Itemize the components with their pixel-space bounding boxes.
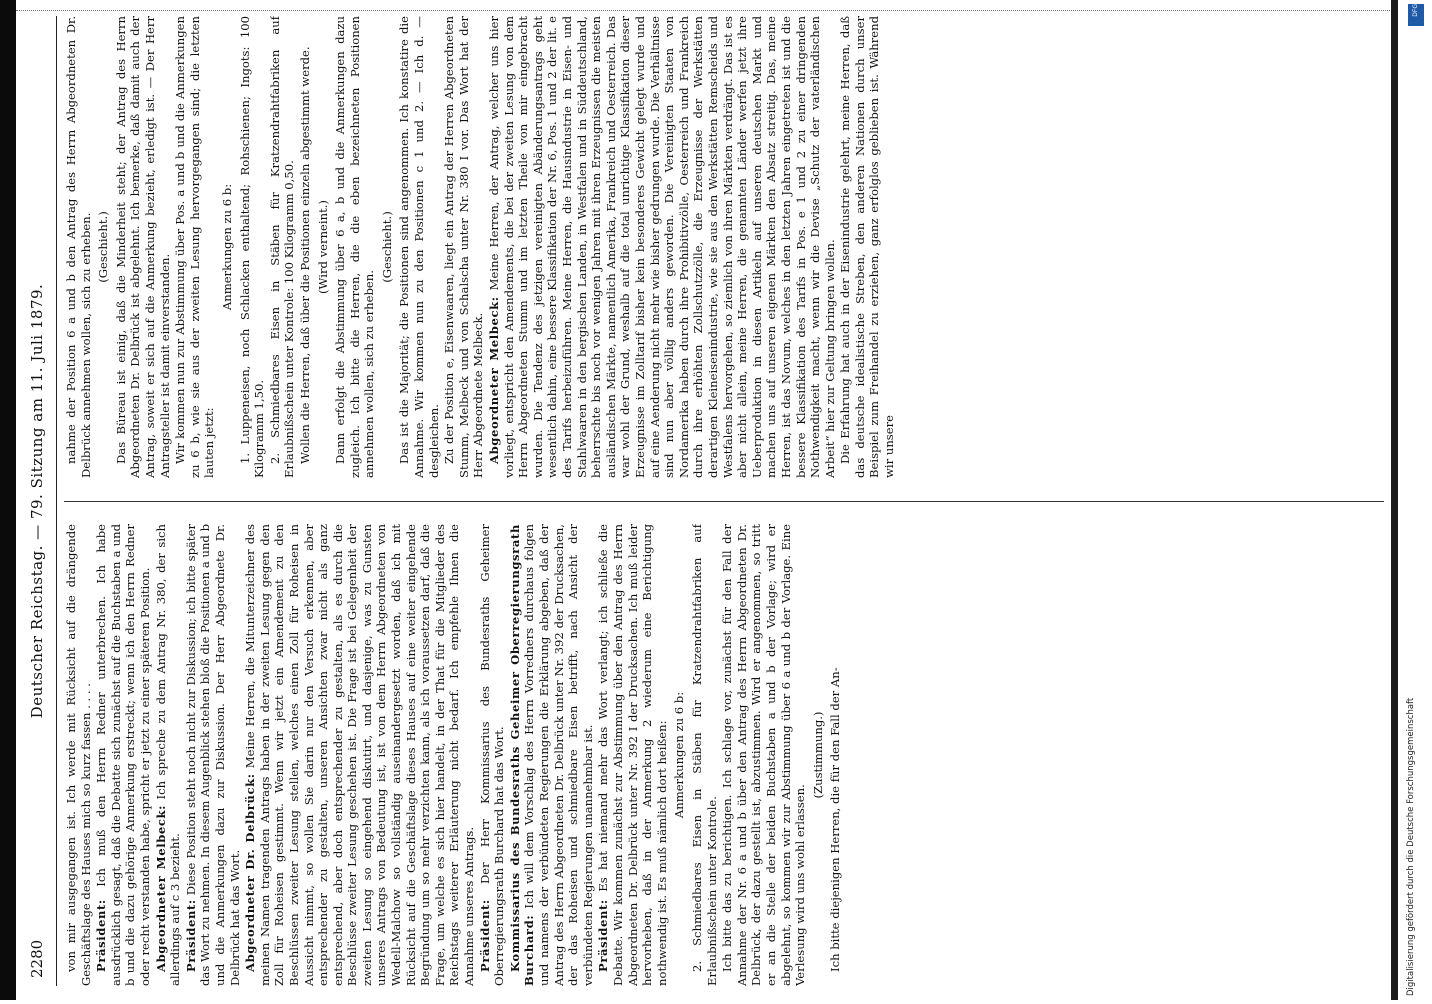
paragraph-text: Ich will dem Vorschlag des Herrn Vorredners durchaus folgen und namens der verbündeten Regierungen die Erklärung abgeben, daß der Antrag des Herrn Abgeordneten Dr. Delbrück unter Nr. 392 der Drucksachen, der das Roheisen und schmiedbare Eisen betrifft, nach Ansicht der verbündeten Regierungen unannehmbar ist. xyxy=(522,524,595,986)
centered-note xyxy=(96,16,111,478)
speaker-name: Abgeordneter Melbeck: xyxy=(487,296,502,464)
paragraph xyxy=(298,16,313,478)
paragraph-text: Anmerkungen zu 6 b: xyxy=(219,183,234,311)
paragraph xyxy=(478,524,507,986)
paragraph-text: 2. Schmiedbares Eisen in Stäben für Kratzendrahtfabriken auf Erlaubnißschein unter Kontrole. xyxy=(689,524,719,986)
speaker-name: Präsident: xyxy=(94,899,109,972)
paragraph xyxy=(838,16,896,478)
paragraph-text: (Geschieht.) xyxy=(96,211,111,283)
paragraph-text: Wir kommen nun zur Abstimmung über Pos. a und b und die Anmerkungen zu 6 b, wie sie aus der zweiten Lesung hervorgegangen sind; die letzten lauten jetzt: xyxy=(173,16,217,478)
speaker-name: Präsident: xyxy=(477,899,492,972)
paragraph-text: (Zustimmung.) xyxy=(810,711,825,799)
paragraph-text: Dann erfolgt die Abstimmung über 6 a, b und die Anmerkungen dazu zugleich. Ich bitte die Herren, die die eben bezeichneten Positionen annehmen wollen, sich zu erheben. xyxy=(333,16,377,478)
paragraph-text: Zu der Position e, Eisenwaaren, liegt ein Antrag der Herren Abgeordneten Stumm, Melbeck und von Schalscha unter Nr. 380 I vor. Das Wort hat der Herr Abgeordnete Melbeck. xyxy=(442,16,486,478)
page-number: 2280 xyxy=(28,939,46,978)
paragraph xyxy=(690,524,719,986)
paragraph xyxy=(720,524,808,986)
speaker-name: Präsident: xyxy=(596,899,611,972)
paragraph-text: Meine Herren, der Antrag, welcher uns hier vorliegt, entspricht den Amendements, die bei der zweiten Lesung von dem Herrn Abgeordneten Stumm und im letzten Theile von mir eingebracht wurden. Die Tendenz des jetzigen vereinigten Abänderungsantrags geht wesentlich dahin, eine bessere Klassifikation der Nr. 6, Pos. 1 und 2 der lit. e des Tarifs herbeizuführen. Meine Herren, die Hausindustrie in Eisen- und Stahlwaaren in den bergischen Landen, in Westfalen und in Süddeutschland, beherrschte bis noch vor wenigen Jahren mit ihren Erzeugnissen die meisten ausländischen Märkte, namentlich Amerika, Frankreich und Oesterreich. Das war wohl der Grund, weshalb auf die total unrichtige Klassifikation dieser Erzeugnisse im Zolltarif bisher kein besonderes Gewicht gelegt wurde und auf eine Aenderung nicht mehr wie bisher gedrungen wurde. Die Verhältnisse sind nun aber völlig anders geworden. Die Vereinigten Staaten von Nordamerika haben durch ihre Prohibitivzölle, Oesterreich und Frankreich durch ihre erhöhten Zollschutzzölle, die Erzeugnisse der Werkstätten derartigen Kleineisenindustrie, wie sie aus den Werkstätten Remscheids und Westfalens hervorgehen, so ziemlich von ihren Märkten verdrängt. Das ist es aber nicht allein, meine Herren, die genannten Länder werfen jetzt ihre Ueberproduktion in diesen Artikeln auf unseren deutschen Markt und machen uns auf unseren eigenen Märkten den Absatz streitig. Das, meine Herren, ist das Novum, welches in den letzten Jahren eingetreten ist und die bessere Klassifikation des Tarifs in Pos. e 1 und 2 zu einer dringenden Nothwendigkeit macht, wenn wir die Devise „Schutz der vaterländischen Arbeit“ hier zur Geltung bringen wollen. xyxy=(487,16,837,478)
paragraph-text: Es hat niemand mehr das Wort verlangt; ich schließe die Debatte. Wir kommen zunächst zur Abstimmung über den Antrag des Herrn Abgeordneten Dr. Delbrück unter Nr. 392 I der Drucksachen. Ich muß leider hervorheben, daß in der Anmerkung 2 wiederum eine Berichtigung nothwendig ist. Es muß nämlich dort heißen: xyxy=(596,524,669,986)
paragraph xyxy=(184,524,242,986)
paragraph xyxy=(596,524,669,986)
speaker-name: Abgeordneter Melbeck: xyxy=(153,804,168,972)
right-column xyxy=(64,16,1384,478)
sidebar xyxy=(1406,0,1428,1004)
paragraph-text: Ich bitte diejenigen Herren, die für den Fall der An- xyxy=(828,667,843,972)
paragraph xyxy=(173,16,217,478)
document-page xyxy=(22,16,1392,986)
paragraph xyxy=(64,524,93,986)
paragraph xyxy=(828,524,843,986)
paragraph-text: Anmerkungen zu 6 b: xyxy=(672,691,687,819)
page-header xyxy=(22,16,56,986)
paragraph xyxy=(397,16,441,478)
paragraph xyxy=(94,524,152,986)
paragraph xyxy=(508,524,596,986)
paragraph-text: 1. Luppeneisen, noch Schlacken enthaltend; Rohschienen; Ingots: 100 Kilogramm 1,50. xyxy=(237,16,267,478)
dfg-logo xyxy=(1408,4,1424,26)
speaker-name: Abgeordneter Dr. Delbrück: xyxy=(243,773,258,972)
paragraph-text: Das ist die Majorität; die Positionen sind angenommen. Ich konstatire die Annahme. Wir kommen nun zu den Positionen c 1 und 2. — Ich d. — desgleichen. xyxy=(397,16,441,478)
scan-edge-right xyxy=(1391,0,1398,1000)
paragraph-text: Die Erfahrung hat auch in der Eisenindustrie gelehrt, meine Herren, daß das deutsche idealistische Streben, den anderen Nationen durch unser Beispiel zum Freihandel zu erziehen, ganz erfolglos geblieben ist. Während wir unsere xyxy=(838,16,897,478)
paragraph xyxy=(487,16,837,478)
paragraph-text: Das Büreau ist einig, daß die Minderheit steht; der Antrag des Herrn Abgeordneten Dr. Delbrück ist abgelehnt. Ich bemerke, daß damit auch der Antrag, soweit er sich auf die Anmerkung bezieht, erledigt ist. — Der Herr Antragsteller ist damit einverstanden. xyxy=(113,16,172,478)
paragraph xyxy=(154,524,183,986)
paragraph xyxy=(442,16,486,478)
paragraph xyxy=(243,524,477,986)
centered-note xyxy=(220,16,235,478)
paragraph-text: von mir ausgegangen ist. Ich werde mit Rücksicht auf die drängende Geschäftslage des Hauses mich so kurz fassen . . . . xyxy=(64,524,93,986)
centered-note xyxy=(380,16,395,478)
paragraph-text: Ich muß den Herrn Redner unterbrechen. Ich habe ausdrücklich gesagt, daß die Debatte sich zunächst auf die Buchstaben a und b und die dazu gehörige Anmerkung erstreckt; wenn ich den Herrn Redner oder recht verstanden habe, spricht er jetzt zu einer späteren Position. xyxy=(94,524,152,986)
scan-edge-top xyxy=(16,0,1392,11)
speaker-name: Präsident: xyxy=(183,899,198,972)
header-rule xyxy=(56,16,57,986)
dfg-logo-text: DFG xyxy=(1412,4,1419,17)
paragraph xyxy=(114,16,172,478)
centered-note xyxy=(316,16,331,478)
paragraph xyxy=(333,16,377,478)
paragraph-text: (Geschieht.) xyxy=(379,211,394,283)
paragraph-text: Wollen die Herren, daß über die Positionen einzeln abgestimmt werde. xyxy=(297,46,312,464)
paragraph-text: 2. Schmiedbares Eisen in Stäben für Kratzendrahtfabriken auf Erlaubnißschein unter Kontrole: 100 Kilogramm 0,50. xyxy=(267,16,297,478)
paragraph-text: Der Herr Kommissarius des Bundesraths Geheimer Oberregierungsrath Burchard hat das Wort. xyxy=(477,524,507,986)
paragraph-text: Diese Position steht noch nicht zur Diskussion; ich bitte später das Wort zu nehmen. In diesem Augenblick stehen bloß die Positionen a und b und die Anmerkungen dazu zur Diskussion. Der Herr Abgeordnete Dr. Delbrück hat das Wort. xyxy=(183,524,242,986)
paragraph-text: Meine Herren, die Mitunterzeichner des meinen Namen tragenden Antrags haben in der zweiten Lesung gegen den Zoll für Roheisen gestimmt. Wenn wir jetzt ein Amendement zu den Beschlüssen zweiter Lesung stellen, welches einen Zoll für Roheisen in Aussicht nimmt, so wollen Sie darin nur den Versuch erkennen, aber entsprechender zu gestalten, unseren Ansichten zwar nicht als ganz entsprechend, aber doch entsprechender zu gestalten, als es durch die Beschlüsse zweiter Lesung geschehen ist. Die Frage ist bei Gelegenheit der zweiten Lesung so eingehend diskutirt, und dasjenige, was zu Gunsten unseres Antrags von Bedeutung ist, ist von dem Herrn Abgeordneten von Wedell-Malchow so vollständig auseinandergesetzt worden, daß ich mit Rücksicht auf die Geschäftslage dieses Hauses auf eine weiter eingehende Begründung um so mehr verzichten kann, als ich voraussetzen darf, daß die Frage, um welche es sich hier handelt, in der That für die Mitglieder des Reichstags weiterer Erläuterung nicht bedarf. Ich empfehle Ihnen die Annahme unseres Antrags. xyxy=(243,524,477,986)
paragraph-text: (Wird verneint.) xyxy=(315,200,330,294)
scan-edge-left xyxy=(0,0,16,1000)
paragraph-text: nahme der Position 6 a und b den Antrag des Herrn Abgeordneten Dr. Delbrück annehmen wollen, sich zu erheben. xyxy=(64,16,93,478)
paragraph-text: Ich spreche zu dem Antrag Nr. 380, der sich allerdings auf c 3 bezieht. xyxy=(153,524,183,986)
column-divider xyxy=(64,501,1384,502)
paragraph xyxy=(64,16,93,478)
paragraph-text: Ich bitte das zu berichtigen. Ich schlage vor, zunächst für den Fall der Annahme der Nr. 6 a und b über den Antrag des Herrn Abgeordneten Dr. Delbrück, der dazu gestellt ist, abzustimmen. Wird er angenommen, so tritt er an die Stelle der beiden Buchstaben a und b der Vorlage; wird er abgelehnt, so kommen wir zur Abstimmung über 6 a und b der Vorlage. Eine Verlesung wird uns wohl erlassen. xyxy=(720,524,808,986)
paragraph xyxy=(268,16,297,478)
left-column xyxy=(64,524,1384,986)
speaker-name: Kommissarius des Bundesraths Geheimer Oberregierungsrath Burchard: xyxy=(507,524,537,986)
centered-note xyxy=(672,524,687,986)
centered-note xyxy=(811,524,826,986)
page-title: Deutscher Reichstag. — 79. Sitzung am 11. Juli 1879. xyxy=(28,283,46,719)
dfg-credit: Digitalisierung gefördert durch die Deutsche Forschungsgemeinschaft xyxy=(1406,697,1416,996)
paragraph xyxy=(238,16,267,478)
